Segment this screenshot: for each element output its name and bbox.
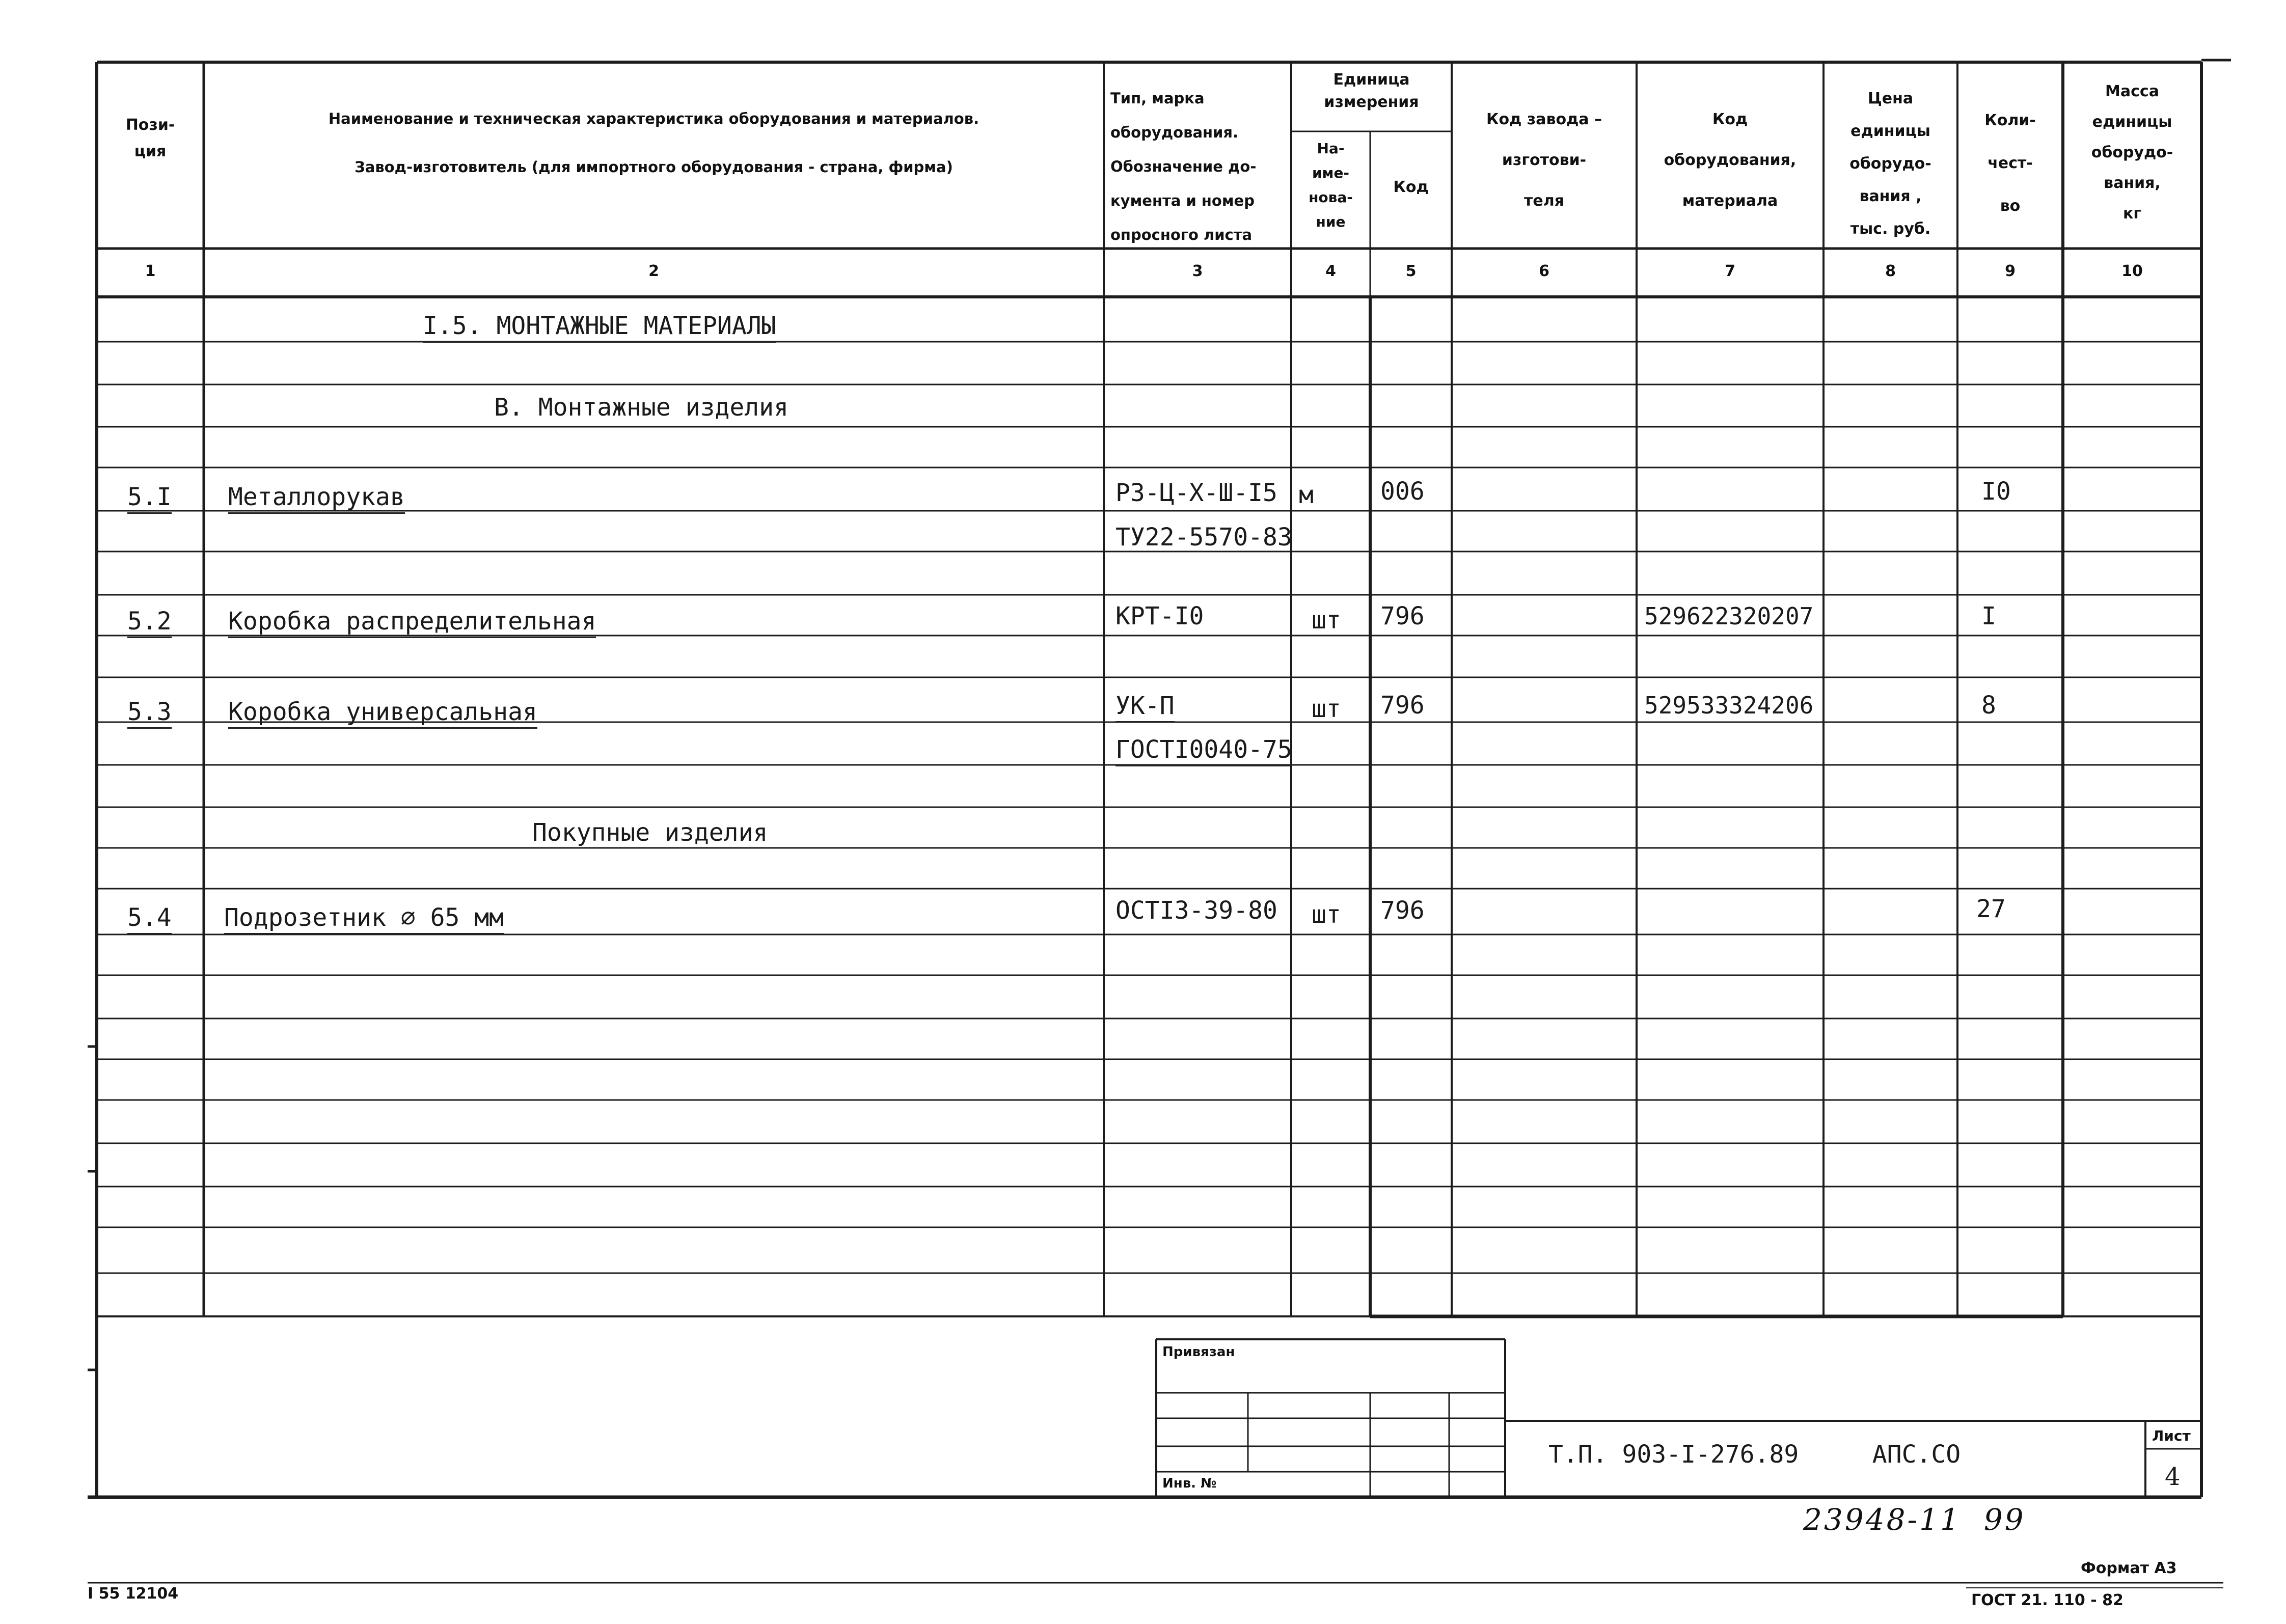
row-5-1-name: Металлорукав <box>228 482 405 514</box>
section-heading-main: I.5. МОНТАЖНЫЕ МАТЕРИАЛЫ <box>423 311 776 343</box>
row-5-4-unit: шт <box>1312 900 1341 929</box>
row-5-2-unit: шт <box>1312 606 1341 635</box>
row-5-1-type-doc: ТУ22-5570-83 <box>1115 523 1292 552</box>
stamp-sheet-number: 4 <box>2165 1463 2181 1491</box>
row-5-1-unit-code: 006 <box>1380 477 1425 506</box>
header-name-line2: Завод-изготовитель (для импортного оборудования - страна, фирма) <box>355 158 953 176</box>
row-5-3-unit: шт <box>1312 695 1341 723</box>
section-heading-assembly: В. Монтажные изделия <box>494 393 788 422</box>
row-5-1-quantity: I0 <box>1981 477 2011 506</box>
row-5-2-name: Коробка распределительная <box>228 606 596 638</box>
row-5-4-position: 5.4 <box>127 902 172 934</box>
stamp-attached-label: Привязан <box>1162 1344 1235 1360</box>
stamp-inventory-label: Инв. № <box>1162 1476 1217 1491</box>
header-unit-code: Код <box>1393 178 1429 196</box>
gost-label: ГОСТ 21. 110 - 82 <box>1971 1591 2124 1609</box>
row-5-4-type: ОСТI3-39-80 <box>1115 896 1277 925</box>
row-5-1-type: РЗ-Ц-Х-Ш-I5 <box>1115 479 1277 507</box>
row-5-2-material-code: 529622320207 <box>1644 602 1814 630</box>
column-number-6: 6 <box>1539 262 1549 280</box>
column-number-3: 3 <box>1192 262 1203 280</box>
stamp-designation: Т.П. 903-I-276.89 АПС.СО <box>1548 1440 1961 1469</box>
column-number-10: 10 <box>2121 262 2143 280</box>
row-5-3-name: Коробка универсальная <box>228 697 537 729</box>
header-material-code: Код оборудования, материала <box>1664 111 1797 210</box>
header-type: Тип, марка оборудования. Обозначение до- кумента и номер опросного листа <box>1110 90 1257 243</box>
column-number-5: 5 <box>1405 262 1417 280</box>
header-position: Пози- ция <box>125 116 175 160</box>
row-5-3-quantity: 8 <box>1981 691 1996 720</box>
stamp-sheet-label: Лист <box>2152 1427 2191 1444</box>
header-factory-code: Код завода – изготови- теля <box>1486 111 1602 210</box>
column-number-9: 9 <box>2005 262 2016 280</box>
column-number-2: 2 <box>648 262 659 280</box>
row-5-4-unit-code: 796 <box>1380 896 1425 925</box>
row-5-2-position: 5.2 <box>127 606 172 638</box>
column-number-4: 4 <box>1325 262 1336 280</box>
row-5-3-type: УК-П <box>1115 691 1175 723</box>
row-5-2-unit-code: 796 <box>1380 602 1425 630</box>
row-5-3-position: 5.3 <box>127 697 172 729</box>
row-5-4-quantity: 27 <box>1976 895 2006 923</box>
header-mass: Масса единицы оборудо- вания, кг <box>2091 82 2173 223</box>
header-price: Цена единицы оборудо- вания , тыс. руб. <box>1849 90 1931 238</box>
row-5-3-unit-code: 796 <box>1380 691 1425 720</box>
print-code: I 55 12104 <box>88 1585 179 1603</box>
column-number-1: 1 <box>145 262 156 280</box>
row-5-2-quantity: I <box>1981 602 1996 630</box>
header-unit-group: Единица измерения <box>1324 71 1419 111</box>
format-label: Формат А3 <box>2081 1559 2177 1577</box>
header-name-line1: Наименование и техническая характеристика оборудования и материалов. <box>328 110 979 127</box>
header-unit-name: На- име- нова- ние <box>1309 140 1353 230</box>
header-quantity: Коли- чест- во <box>1984 112 2036 215</box>
row-5-3-type-doc: ГОСТI0040-75 <box>1115 734 1292 766</box>
row-5-3-material-code: 529533324206 <box>1644 692 1814 719</box>
column-number-8: 8 <box>1885 262 1896 280</box>
row-5-4-name: Подрозетник ⌀ 65 мм <box>224 902 504 934</box>
handwritten-archive-number: 23948-11 99 <box>1803 1502 2026 1537</box>
row-5-1-unit: м <box>1299 481 1314 509</box>
row-5-2-type: КРТ-I0 <box>1115 602 1204 630</box>
column-number-7: 7 <box>1725 262 1735 280</box>
section-heading-purchased: Покупные изделия <box>532 818 768 847</box>
row-5-1-position: 5.I <box>127 482 172 514</box>
